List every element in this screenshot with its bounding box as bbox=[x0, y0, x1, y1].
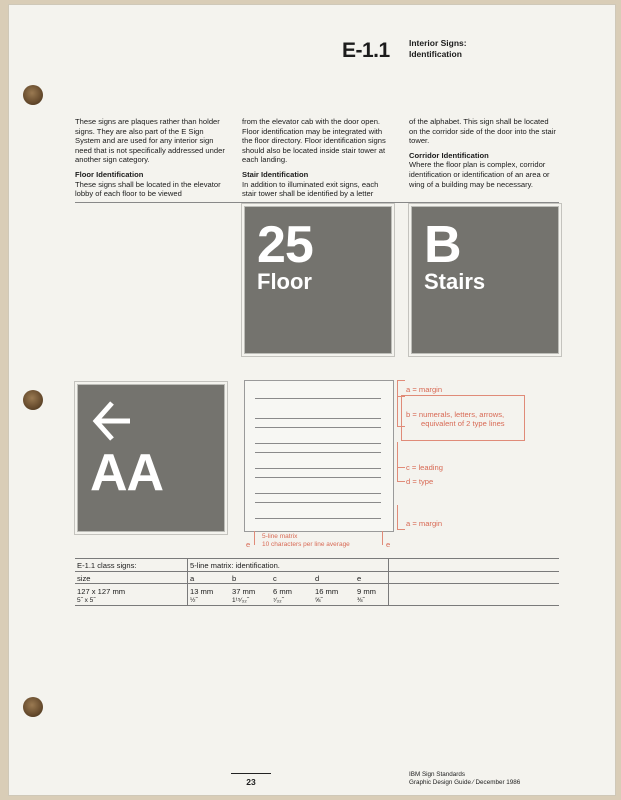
legend-c: c = leading bbox=[406, 463, 443, 472]
col-header-d: d bbox=[315, 574, 320, 583]
table-rule bbox=[75, 605, 559, 606]
e-marker-line bbox=[254, 531, 255, 545]
matrix-caption-line1: 5-line matrix bbox=[262, 533, 298, 540]
bracket-b bbox=[397, 396, 398, 426]
stair-text: In addition to illuminated exit signs, each stair tower shall be identified by a letter bbox=[242, 179, 379, 199]
matrix-line bbox=[255, 493, 381, 494]
table-title: E-1.1 class signs: bbox=[77, 561, 137, 570]
section-code: E-1.1 bbox=[342, 39, 390, 62]
matrix-line bbox=[255, 502, 381, 503]
matrix-caption bbox=[262, 533, 350, 549]
cell-e-mm: 9 mm bbox=[357, 587, 376, 596]
text-column-2 bbox=[242, 117, 392, 204]
bracket-a-bottom bbox=[397, 505, 398, 529]
text-column-1 bbox=[75, 117, 225, 204]
table-rule bbox=[75, 583, 559, 584]
cell-d-mm: 16 mm bbox=[315, 587, 339, 596]
e-marker-line bbox=[382, 531, 383, 545]
bracket-tick bbox=[397, 481, 405, 482]
legend-b-line1: b = numerals, letters, arrows, bbox=[406, 410, 505, 419]
col-header-a: a bbox=[190, 574, 195, 583]
matrix-line bbox=[255, 418, 381, 419]
corridor-letters: AA bbox=[90, 444, 164, 502]
legend-d: d = type bbox=[406, 477, 434, 486]
table-rule bbox=[75, 571, 559, 572]
cell-c-mm: 6 mm bbox=[273, 587, 292, 596]
col-header-size: size bbox=[77, 574, 91, 583]
corridor-sign bbox=[77, 384, 225, 532]
matrix-caption-line2: 10 characters per line average bbox=[262, 541, 350, 548]
bracket-tick bbox=[397, 380, 405, 381]
cell-a-in: ½˝ bbox=[190, 597, 198, 604]
divider bbox=[75, 202, 559, 203]
cell-e-in: ⅜˝ bbox=[357, 597, 365, 604]
cell-b-mm: 37 mm bbox=[232, 587, 256, 596]
cell-a-mm: 13 mm bbox=[190, 587, 214, 596]
floor-sign bbox=[244, 206, 392, 354]
binder-hole bbox=[23, 390, 43, 410]
table-divider bbox=[187, 558, 188, 605]
footer-publisher bbox=[409, 771, 520, 787]
matrix-line bbox=[255, 468, 381, 469]
footer-line1: IBM Sign Standards bbox=[409, 771, 466, 778]
matrix-line bbox=[255, 518, 381, 519]
cell-c-in: ⁷⁄₃₂˝ bbox=[273, 597, 284, 604]
cell-d-in: ⅝˝ bbox=[315, 597, 323, 604]
matrix-line bbox=[255, 398, 381, 399]
bracket-tick bbox=[397, 467, 405, 468]
cell-b-in: 1¹⁵⁄₃₂˝ bbox=[232, 597, 249, 604]
matrix-line bbox=[255, 443, 381, 444]
section-title bbox=[409, 38, 467, 60]
bracket-c-d bbox=[397, 442, 398, 482]
section-title-line1: Interior Signs: bbox=[409, 38, 467, 48]
matrix-line bbox=[255, 427, 381, 428]
table-subtitle: 5-line matrix: identification. bbox=[190, 561, 280, 570]
cell-size-in: 5˝ x 5˝ bbox=[77, 597, 96, 604]
corridor-heading: Corridor Identification bbox=[409, 150, 489, 160]
floor-text: These signs shall be located in the elevator lobby of each floor to be viewed bbox=[75, 179, 221, 199]
footer-line2: Graphic Design Guide ⁄ December 1986 bbox=[409, 779, 521, 786]
bracket-a-top bbox=[397, 380, 398, 397]
e-right-label: e bbox=[386, 540, 391, 549]
bracket-tick bbox=[397, 529, 405, 530]
intro-paragraph: These signs are plaques rather than holder signs. They are also part of the E Sign System and are used for any interior sign need that is not specifically addressed under another sign category. bbox=[75, 117, 225, 165]
legend-b-line2: equivalent of 2 type lines bbox=[421, 419, 505, 428]
col-header-e: e bbox=[357, 574, 362, 583]
table-divider bbox=[388, 558, 389, 605]
col-header-b: b bbox=[232, 574, 237, 583]
arrow-left-icon bbox=[92, 399, 132, 443]
col-header-c: c bbox=[273, 574, 277, 583]
text-column-3 bbox=[409, 117, 559, 194]
corridor-text: Where the floor plan is complex, corridor identification or identification of an area or wing of a building may be necessary. bbox=[409, 160, 550, 189]
floor-heading: Floor Identification bbox=[75, 169, 144, 179]
cell-size-mm: 127 x 127 mm bbox=[77, 587, 126, 596]
matrix-line bbox=[255, 452, 381, 453]
stair-text-continued: of the alphabet. This sign shall be located on the corridor side of the door into the stair tower. bbox=[409, 117, 556, 146]
stair-heading: Stair Identification bbox=[242, 169, 309, 179]
stairs-sign bbox=[411, 206, 559, 354]
page-number-rule bbox=[231, 773, 271, 774]
binder-hole bbox=[23, 85, 43, 105]
legend-a-top: a = margin bbox=[406, 385, 443, 394]
matrix-line bbox=[255, 477, 381, 478]
matrix-diagram bbox=[244, 380, 394, 532]
stair-letter: B bbox=[424, 216, 461, 274]
stairs-label: Stairs bbox=[424, 269, 486, 294]
page-number: 23 bbox=[246, 777, 256, 787]
table-rule bbox=[75, 558, 559, 559]
floor-number: 25 bbox=[257, 216, 313, 274]
section-title-line2: Identification bbox=[409, 49, 462, 59]
floor-text-continued: from the elevator cab with the door open. Floor identification may be integrated with the floor directory. Floor identification signs should also be located inside stair tower at each landing. bbox=[242, 117, 386, 165]
floor-label: Floor bbox=[257, 269, 312, 294]
legend-a-bottom: a = margin bbox=[406, 519, 443, 528]
binder-hole bbox=[23, 697, 43, 717]
document-page bbox=[8, 4, 616, 796]
e-left-label: e bbox=[246, 540, 251, 549]
